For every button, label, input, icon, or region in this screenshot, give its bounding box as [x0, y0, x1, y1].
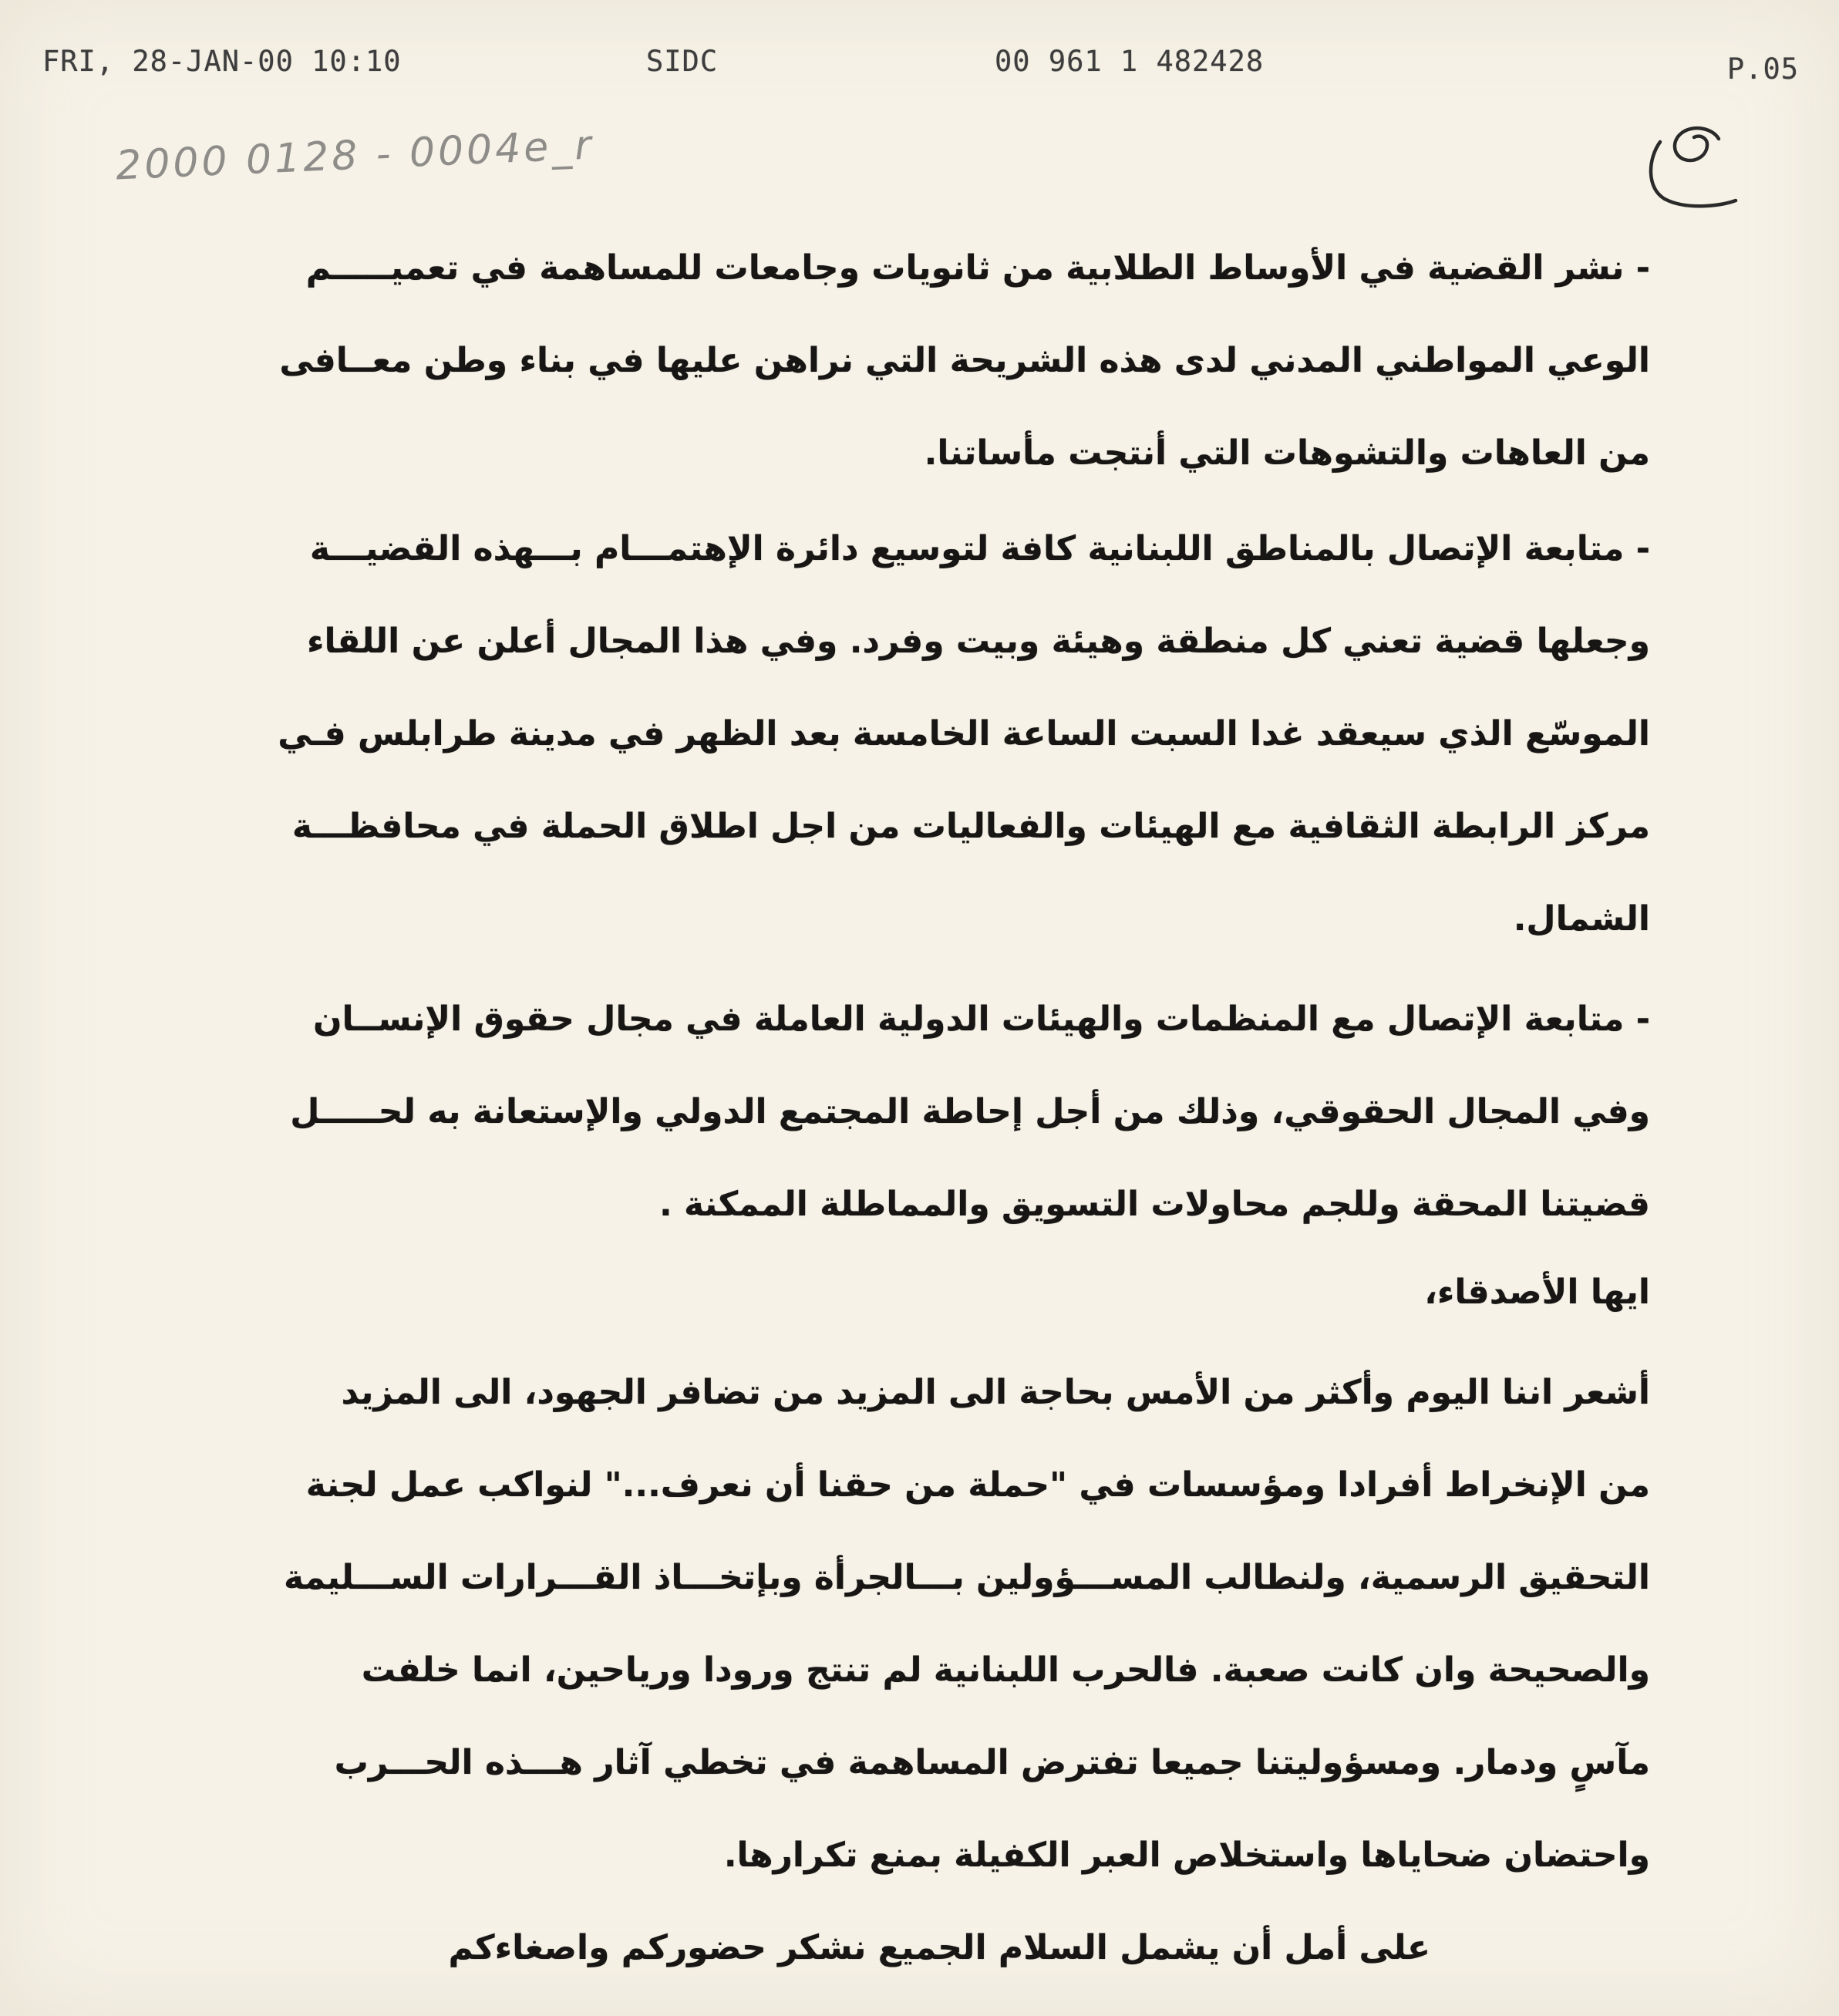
- text-line: مركز الرابطة الثقافية مع الهيئات والفعاليات من اجل اطلاق الحملة في محافظـــة: [291, 807, 1650, 846]
- text-line: على أمل أن يشمل السلام الجميع نشكر حضوركم واصغاءكم: [448, 1928, 1430, 1967]
- text-line: - متابعة الإتصال بالمناطق اللبنانية كافة لتوسيع دائرة الإهتمـــام بـــهذه القضيـــة: [309, 529, 1650, 568]
- text-line: الوعي المواطني المدني لدى هذه الشريحة التي نراهن عليها في بناء وطن معــافى: [279, 341, 1650, 380]
- text-line: واحتضان ضحاياها واستخلاص العبر الكفيلة بمنع تكرارها.: [723, 1836, 1650, 1875]
- fax-station-id: SIDC: [646, 45, 719, 78]
- text-line: والصحيحة وان كانت صعبة. فالحرب اللبنانية لم تنتج ورودا ورياحين، انما خلفت: [361, 1650, 1650, 1690]
- text-line: الشمال.: [1513, 899, 1650, 939]
- fax-page-number: P.05: [1726, 52, 1799, 86]
- text-line: التحقيق الرسمية، ولنطالب المســـؤولين بـــالجرأة وبإتخـــاذ القـــرارات الســـليمة: [284, 1558, 1650, 1597]
- text-line: من الإنخراط أفرادا ومؤسسات في "حملة من حقنا أن نعرف..." لنواكب عمل لجنة: [305, 1465, 1650, 1505]
- text-line: - نشر القضية في الأوساط الطلابية من ثانويات وجامعات للمساهمة في تعميـــــم: [305, 248, 1650, 288]
- fax-datetime: FRI, 28-JAN-00 10:10: [42, 45, 402, 78]
- text-line: قضيتنا المحقة وللجم محاولات التسويق والمماطلة الممكنة .: [658, 1185, 1650, 1224]
- handwritten-circle-mark-icon: [1639, 122, 1762, 222]
- text-line: - متابعة الإتصال مع المنظمات والهيئات الدولية العاملة في مجال حقوق الإنســان: [312, 1000, 1650, 1039]
- text-line: وجعلها قضية تعني كل منطقة وهيئة وبيت وفرد. وفي هذا المجال أعلن عن اللقاء: [307, 622, 1650, 661]
- text-line: من العاهات والتشوهات التي أنتجت مأساتنا.: [924, 433, 1650, 473]
- fax-header: [0, 45, 1839, 85]
- text-line: وفي المجال الحقوقي، وذلك من أجل إحاطة المجتمع الدولي والإستعانة به لحـــــل: [290, 1092, 1650, 1131]
- text-line: مآسٍ ودمار. ومسؤوليتنا جميعا تفترض المساهمة في تخطي آثار هـــذه الحـــرب: [334, 1743, 1650, 1782]
- handwritten-reference: 2000 0128 - 0004e_r: [114, 122, 595, 190]
- document-body: [93, 222, 1650, 1994]
- text-line: الموسّع الذي سيعقد غدا السبت الساعة الخامسة بعد الظهر في مدينة طرابلس فـي: [278, 714, 1650, 753]
- text-line: أشعر اننا اليوم وأكثر من الأمس بحاجة الى المزيد من تضافر الجهود، الى المزيد: [341, 1373, 1650, 1412]
- fax-number: 00 961 1 482428: [995, 45, 1265, 78]
- text-line: ايها الأصدقاء،: [1424, 1273, 1650, 1312]
